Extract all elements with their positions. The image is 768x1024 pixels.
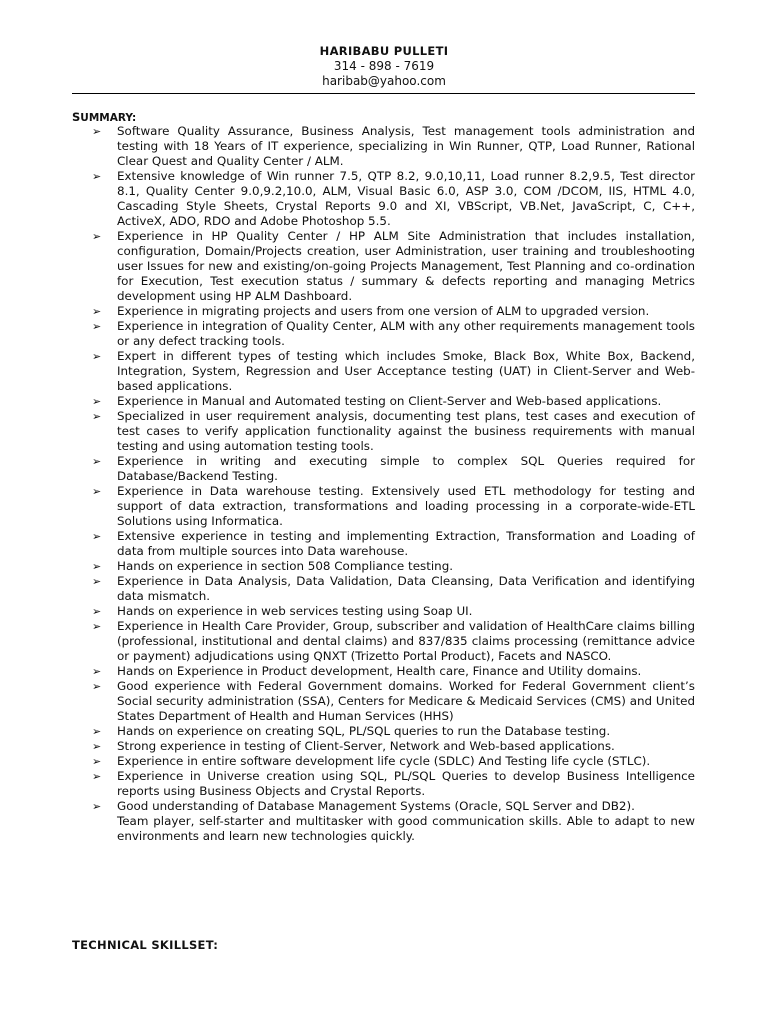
bullet-arrow-icon: ➢ [92, 605, 102, 618]
summary-item: ➢ Experience in Manual and Automated testing on Client-Server and Web-based applications. [92, 394, 662, 408]
bullet-arrow-icon: ➢ [92, 725, 102, 738]
summary-item: ➢ Experience in Universe creation using SQL, PL/SQL Queries to develop Business Intelligence reports using Business Objects and Crystal Reports. [92, 769, 695, 798]
summary-item: ➢ Experience in migrating projects and users from one version of ALM to upgraded version. [92, 304, 650, 318]
summary-item: ➢ Experience in Data warehouse testing. Extensively used ETL methodology for testing and support of data extraction, transformations and loading processing in a corporate-wide-ETL Solutions using Informatica. [92, 484, 695, 528]
bullet-arrow-icon: ➢ [92, 575, 102, 588]
bullet-arrow-icon: ➢ [92, 410, 102, 423]
bullet-arrow-icon: ➢ [92, 755, 102, 768]
summary-item: ➢ Experience in integration of Quality Center, ALM with any other requirements management tools or any defect tracking tools. [92, 319, 695, 348]
bullet-arrow-icon: ➢ [92, 770, 102, 783]
summary-item: ➢ Good experience with Federal Government domains. Worked for Federal Government client’s Social security administration (SSA), Centers for Medicare & Medicaid Services (CMS) and United States Department of Health and Human Services (HHS) [92, 679, 695, 723]
summary-closing-text: Team player, self-starter and multitasker with good communication skills. Able to adapt to new environments and learn new technologies quickly. [117, 814, 695, 843]
bullet-arrow-icon: ➢ [92, 230, 102, 243]
bullet-arrow-icon: ➢ [92, 320, 102, 333]
bullet-arrow-icon: ➢ [92, 560, 102, 573]
bullet-arrow-icon: ➢ [92, 680, 102, 693]
summary-item: ➢ Experience in Health Care Provider, Group, subscriber and validation of HealthCare claims billing (professional, institutional and dental claims) and 837/835 claims processing (remittance advice or payment) adjudications using QNXT (Trizetto Portal Product), Facets and NASCO. [92, 619, 695, 663]
bullet-arrow-icon: ➢ [92, 395, 102, 408]
header-divider [72, 93, 695, 94]
summary-item: ➢ Hands on Experience in Product development, Health care, Finance and Utility domains. [92, 664, 642, 678]
summary-item: ➢ Extensive experience in testing and implementing Extraction, Transformation and Loading of data from multiple sources into Data warehouse. [92, 529, 695, 558]
candidate-name: HARIBABU PULLETI [319, 44, 449, 58]
summary-item: ➢ Extensive knowledge of Win runner 7.5, QTP 8.2, 9.0,10,11, Load runner 8.2,9.5, Test director 8.1, Quality Center 9.0,9.2,10.0, ALM, Visual Basic 6.0, ASP 3.0, COM /DCOM, IIS, HTML 4.0, Cascading Style Sheets, Crystal Reports 9.0 and XI, VBScript, VB.Net, JavaScript, C, C++, ActiveX, ADO, RDO and Adobe Photoshop 5.5. [92, 169, 695, 228]
summary-heading [72, 110, 136, 124]
bullet-arrow-icon: ➢ [92, 305, 102, 318]
bullet-arrow-icon: ➢ [92, 485, 102, 498]
technical-skillset-heading: TECHNICAL SKILLSET: [72, 938, 219, 952]
summary-heading-rest: UMMARY: [80, 112, 137, 124]
bullet-arrow-icon: ➢ [92, 665, 102, 678]
summary-item: ➢ Experience in HP Quality Center / HP ALM Site Administration that includes installation, configuration, Domain/Projects creation, user Administration, user training and troubleshooting user Issues for new and existing/on-going Projects Management, Test Planning and co-ordination for Execution, Test execution status / summary & defects reporting and managing Metrics development using HP ALM Dashboard. [92, 229, 695, 303]
bullet-arrow-icon: ➢ [92, 530, 102, 543]
summary-item: ➢ Good understanding of Database Management Systems (Oracle, SQL Server and DB2). [92, 799, 635, 813]
summary-item: ➢ Strong experience in testing of Client-Server, Network and Web-based applications. [92, 739, 615, 753]
bullet-arrow-icon: ➢ [92, 125, 102, 138]
summary-item: ➢ Specialized in user requirement analysis, documenting test plans, test cases and execution of test cases to verify application functionality against the business requirements with manual testing and using automation testing tools. [92, 409, 695, 453]
summary-item: ➢ Experience in entire software development life cycle (SDLC) And Testing life cycle (STLC). [92, 754, 651, 768]
email-address: haribab@yahoo.com [322, 74, 446, 88]
bullet-arrow-icon: ➢ [92, 170, 102, 183]
summary-item: ➢ Expert in different types of testing which includes Smoke, Black Box, White Box, Backend, Integration, System, Regression and User Acceptance testing (UAT) in Client-Server and Web-based applications. [92, 349, 695, 393]
phone-number: 314 - 898 - 7619 [333, 59, 435, 73]
summary-item: ➢ Hands on experience in section 508 Compliance testing. [92, 559, 454, 573]
summary-item: ➢ Experience in writing and executing simple to complex SQL Queries required for Database/Backend Testing. [92, 454, 695, 483]
bullet-arrow-icon: ➢ [92, 350, 102, 363]
summary-item: ➢ Hands on experience on creating SQL, PL/SQL queries to run the Database testing. [92, 724, 611, 738]
resume-header [72, 44, 696, 89]
bullet-arrow-icon: ➢ [92, 620, 102, 633]
bullet-arrow-icon: ➢ [92, 740, 102, 753]
summary-list [92, 124, 695, 844]
summary-item: ➢ Hands on experience in web services testing using Soap UI. [92, 604, 473, 618]
bullet-arrow-icon: ➢ [92, 455, 102, 468]
summary-heading-first: S [72, 110, 81, 124]
summary-item: ➢ Experience in Data Analysis, Data Validation, Data Cleansing, Data Verification and identifying data mismatch. [92, 574, 695, 603]
summary-item: ➢ Software Quality Assurance, Business Analysis, Test management tools administration and testing with 18 Years of IT experience, specializing in Win Runner, QTP, Load Runner, Rational Clear Quest and Quality Center / ALM. [92, 124, 695, 168]
bullet-arrow-icon: ➢ [92, 800, 102, 813]
